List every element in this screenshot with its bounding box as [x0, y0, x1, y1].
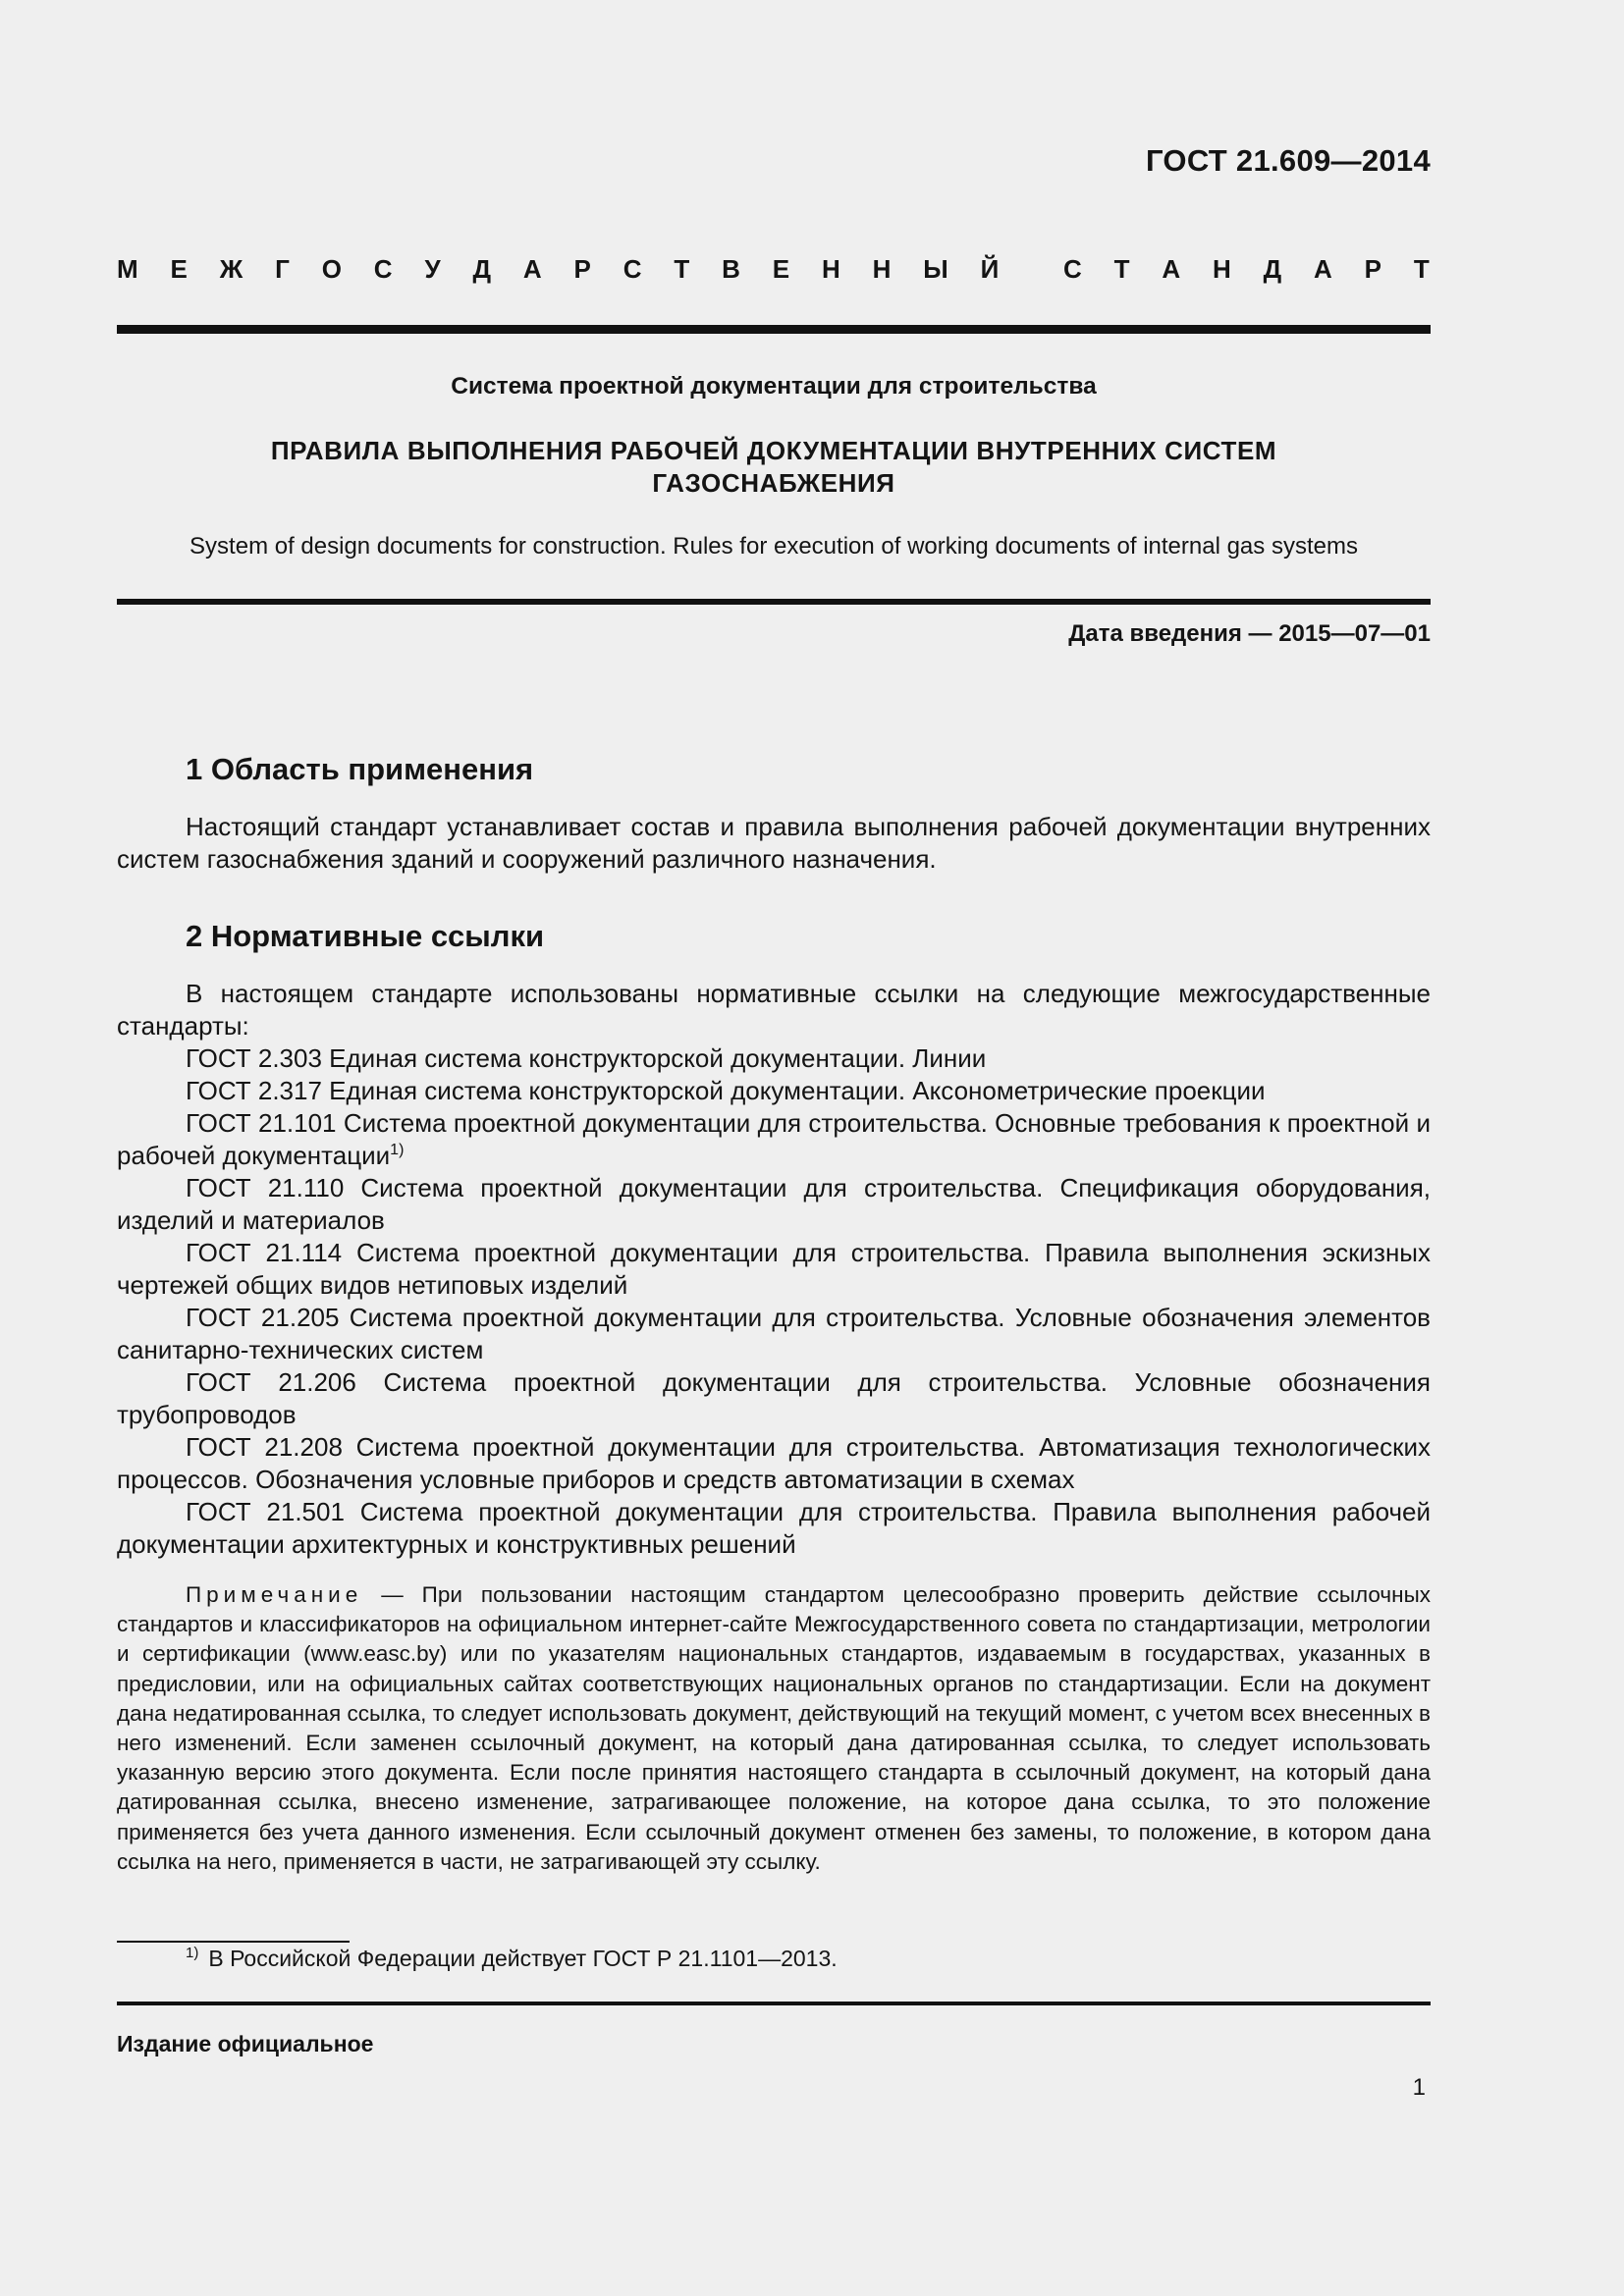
section-1-text: Настоящий стандарт устанавливает состав и правила выполнения рабочей документации внутренних систем газоснабжения зданий и сооружений различного назначения.	[117, 812, 1431, 874]
banner-letter: С	[373, 254, 393, 284]
banner-letter: Р	[1364, 254, 1382, 284]
banner-letter: Н	[1213, 254, 1231, 284]
main-title-line-1: ПРАВИЛА ВЫПОЛНЕНИЯ РАБОЧЕЙ ДОКУМЕНТАЦИИ ВНУТРЕННИХ СИСТЕМ	[270, 436, 1277, 465]
title-rule	[117, 599, 1431, 605]
banner-letter: Ж	[219, 254, 244, 284]
footnote-marker: 1)	[186, 1945, 199, 1961]
note-label: Примечание	[186, 1582, 363, 1607]
banner-letter: А	[522, 254, 542, 284]
note-dash: —	[362, 1582, 422, 1607]
banner-letter: С	[623, 254, 642, 284]
interstate-standard-banner	[117, 254, 1430, 285]
official-edition-label: Издание официальное	[117, 2031, 374, 2056]
system-title: Система проектной документации для строительства	[451, 373, 1097, 400]
reference-item: ГОСТ 2.303 Единая система конструкторской документации. Линии	[186, 1043, 987, 1073]
section-1-heading: 1 Область применения	[186, 752, 534, 786]
reference-item: ГОСТ 2.317 Единая система конструкторской документации. Аксонометрические проекции	[186, 1076, 1266, 1105]
reference-item: ГОСТ 21.114 Система проектной документации для строительства. Правила выполнения эскизных чертежей общих видов нетиповых изделий	[117, 1238, 1431, 1300]
banner-letter: Г	[275, 254, 290, 284]
banner-letter: Ы	[923, 254, 948, 284]
document-code: ГОСТ 21.609—2014	[1145, 143, 1431, 178]
banner-letter: Р	[573, 254, 591, 284]
banner-letter: Е	[170, 254, 188, 284]
banner-letter: Т	[674, 254, 690, 284]
footnote	[186, 1944, 838, 1973]
banner-letter: Й	[980, 254, 1000, 284]
banner-letter: М	[117, 254, 138, 284]
note-paragraph	[117, 1580, 1431, 1877]
banner-letter: О	[321, 254, 342, 284]
banner-letter: С	[1062, 254, 1082, 284]
header-rule	[117, 325, 1431, 334]
page-number: 1	[1412, 2074, 1426, 2101]
normative-references-list	[117, 1042, 1431, 1561]
reference-item: ГОСТ 21.110 Система проектной документации для строительства. Спецификация оборудования, изделий и материалов	[117, 1173, 1431, 1235]
english-title: System of design documents for construction. Rules for execution of working documents of internal gas systems	[189, 533, 1358, 560]
banner-letter: Д	[472, 254, 492, 284]
footnote-marker[interactable]: 1)	[390, 1142, 405, 1158]
footer-rule	[117, 2002, 1431, 2005]
footnote-text: В Российской Федерации действует ГОСТ Р 21.1101—2013.	[208, 1946, 838, 1971]
section-2-heading: 2 Нормативные ссылки	[186, 919, 545, 953]
reference-item: ГОСТ 21.205 Система проектной документации для строительства. Условные обозначения элементов санитарно-технических систем	[117, 1303, 1431, 1364]
reference-item: ГОСТ 21.206 Система проектной документации для строительства. Условные обозначения трубопроводов	[117, 1367, 1431, 1429]
banner-letter: Т	[1113, 254, 1130, 284]
footnote-separator	[117, 1941, 350, 1943]
section-2-intro: В настоящем стандарте использованы нормативные ссылки на следующие межгосударственные стандарты:	[117, 979, 1431, 1041]
introduction-date: Дата введения — 2015—07—01	[1068, 620, 1431, 647]
reference-item: ГОСТ 21.501 Система проектной документации для строительства. Правила выполнения рабочей документации архитектурных и конструктивных решений	[117, 1497, 1431, 1559]
reference-item	[117, 1107, 1431, 1172]
note-text: При пользовании настоящим стандартом целесообразно проверить действие ссылочных стандартов и классификаторов на официальном интернет-сайте Межгосударственного совета по стандартизации, метрологии и сертификации (www.easc.by) или по указателям национальных стандартов, издаваемым в государствах, указанных в предисловии, или на официальных сайтах соответствующих национальных органов по стандартизации. Если на документ дана недатированная ссылка, то следует использовать документ, действующий на текущий момент, с учетом всех внесенных в него изменений. Если заменен ссылочный документ, на который дана датированная ссылка, то следует использовать указанную версию этого документа. Если после принятия настоящего стандарта в ссылочный документ, на который дана датированная ссылка, внесено изменение, затрагивающее положение, на которое дана ссылка, то это положение применяется без учета данного изменения. Если ссылочный документ отменен без замены, то положение, в котором дана ссылка на него, применяется в части, не затрагивающей эту ссылку.	[117, 1582, 1431, 1874]
banner-letter: Н	[821, 254, 840, 284]
banner-letter: Е	[772, 254, 790, 284]
main-title	[117, 435, 1431, 500]
reference-item: ГОСТ 21.208 Система проектной документации для строительства. Автоматизация технологических процессов. Обозначения условные приборов и средств автоматизации в схемах	[117, 1432, 1431, 1494]
banner-letter: В	[722, 254, 740, 284]
reference-text: ГОСТ 21.101 Система проектной документации для строительства. Основные требования к проектной и рабочей документации	[117, 1108, 1431, 1170]
banner-letter: А	[1162, 254, 1181, 284]
banner-letter: Д	[1263, 254, 1282, 284]
main-title-line-2: ГАЗОСНАБЖЕНИЯ	[652, 468, 895, 498]
banner-letter: Н	[872, 254, 892, 284]
banner-letter: А	[1314, 254, 1332, 284]
banner-letter: Т	[1413, 254, 1430, 284]
banner-letter: У	[424, 254, 441, 284]
